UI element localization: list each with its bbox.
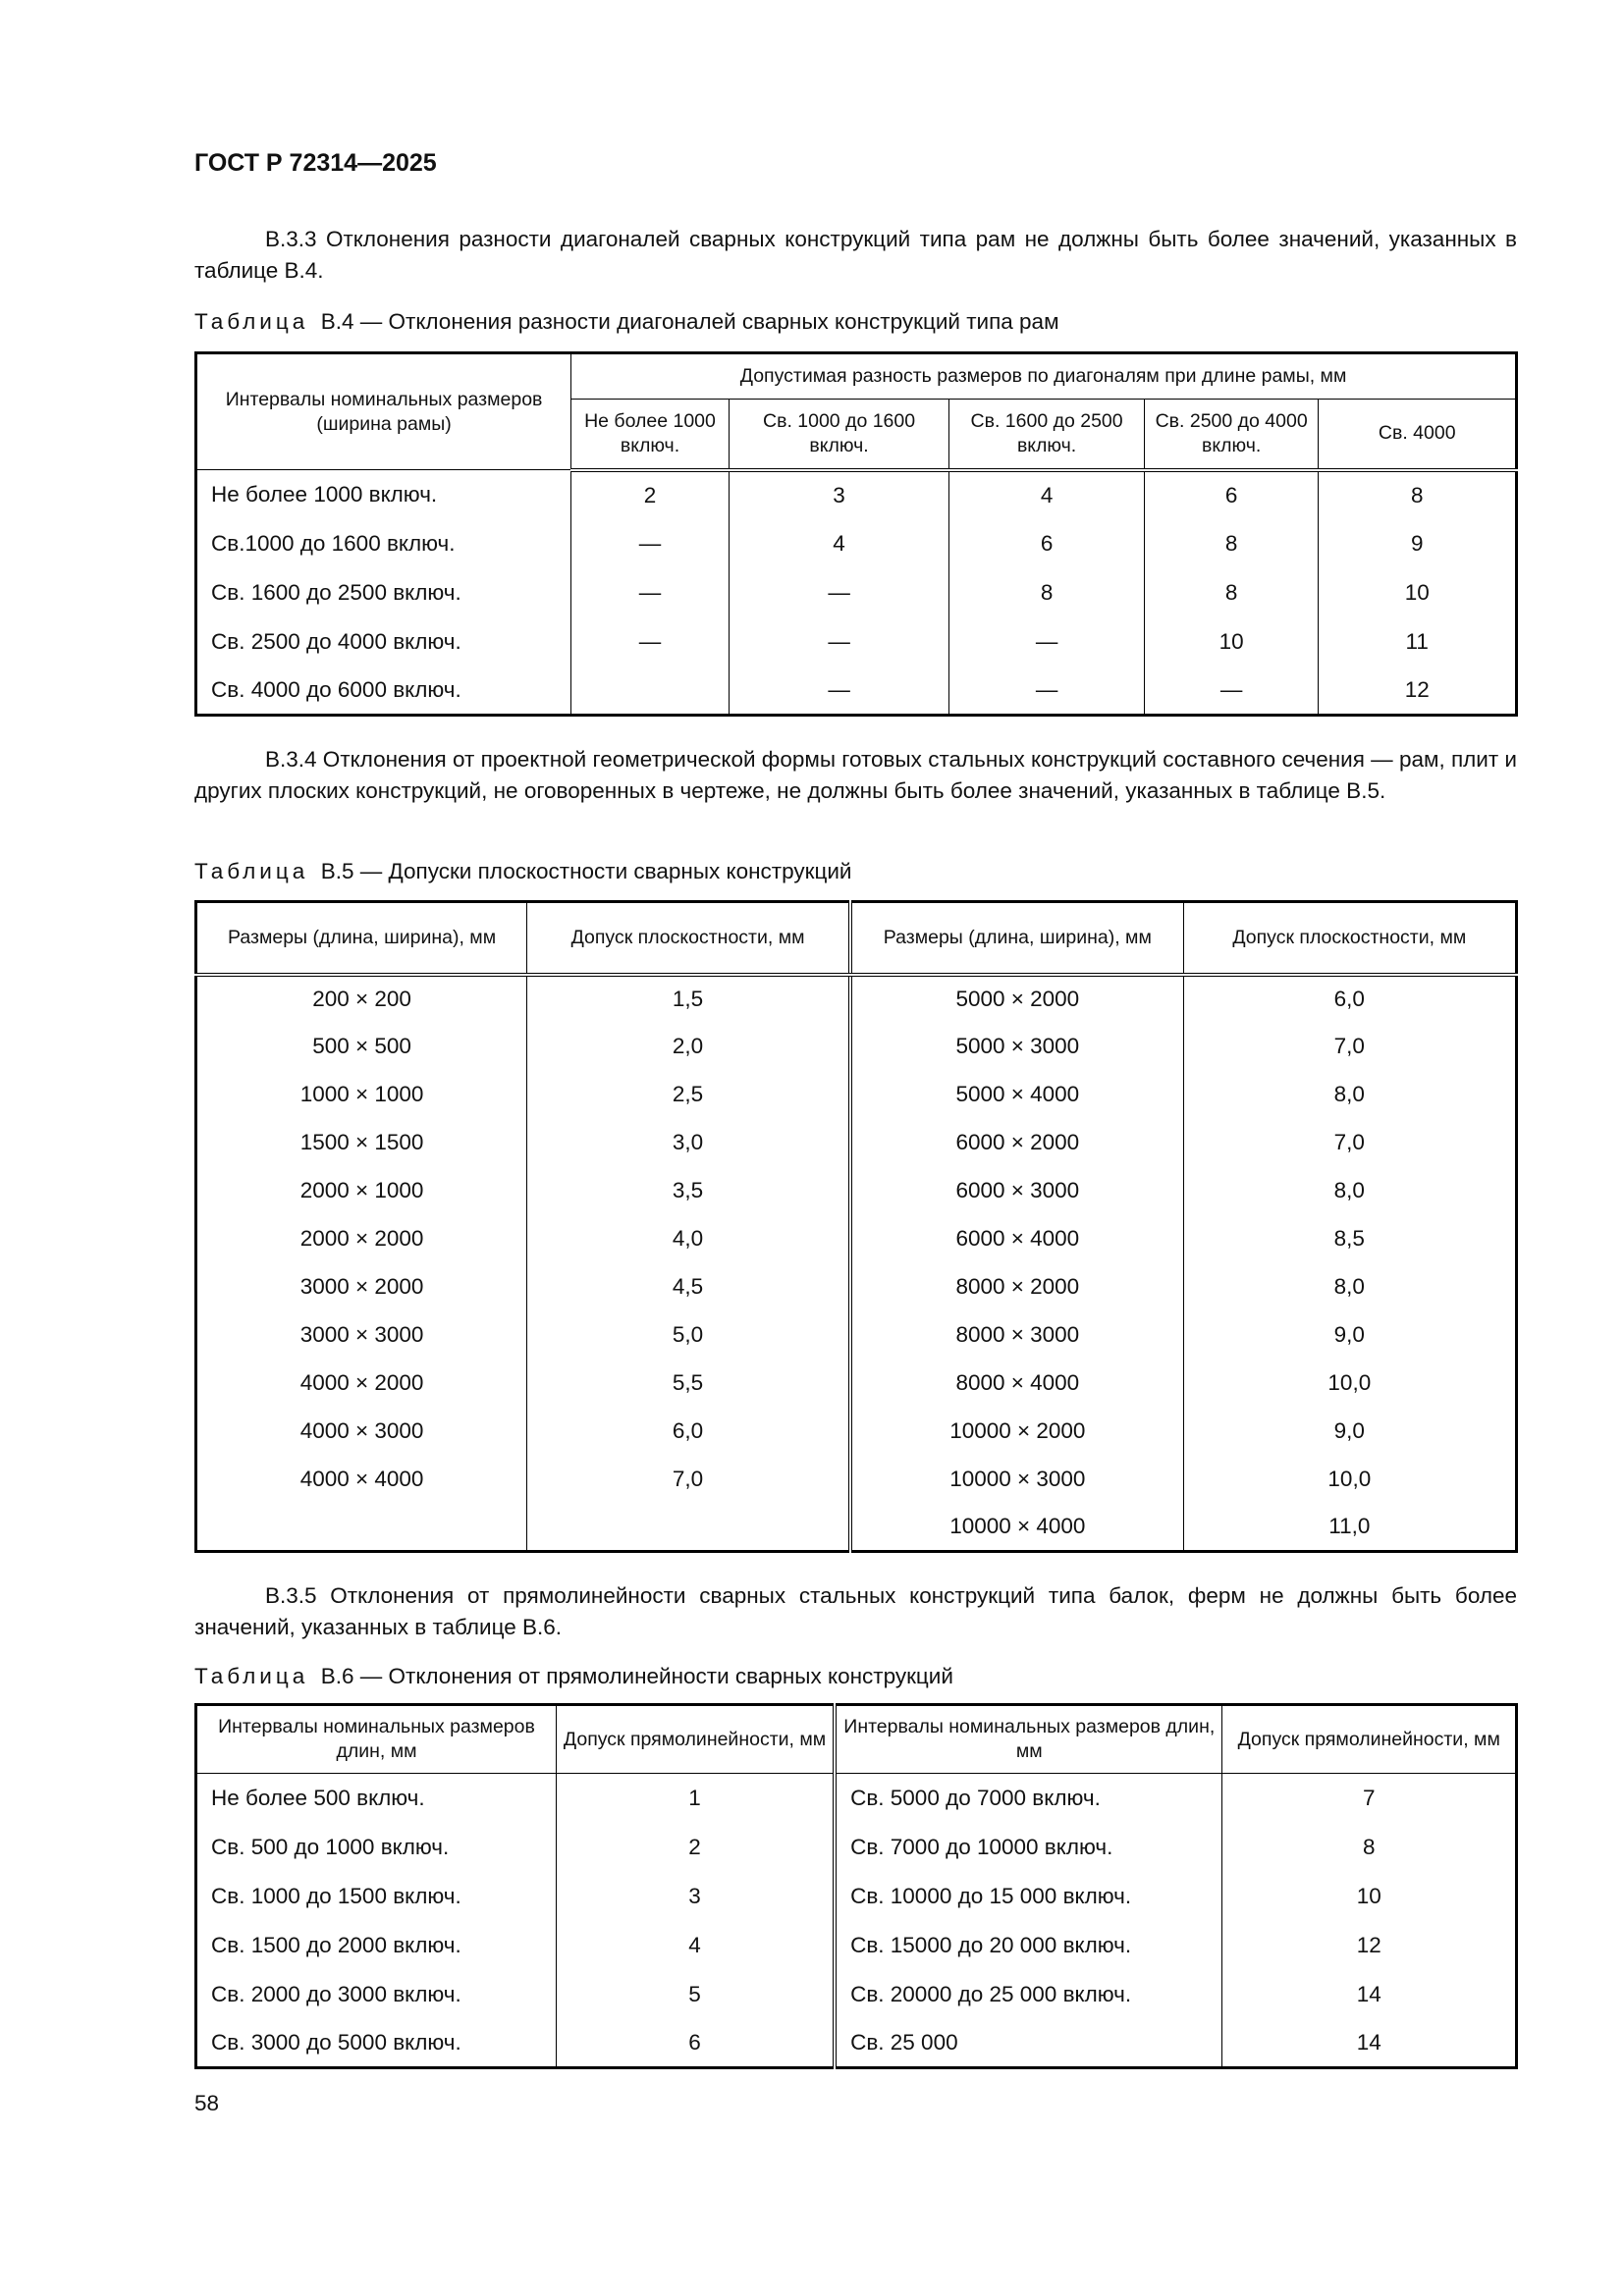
cell: 500 × 500 bbox=[196, 1023, 527, 1071]
cell: 5,5 bbox=[527, 1360, 850, 1408]
cell: — bbox=[571, 617, 730, 667]
paragraph-text: В.3.5 Отклонения от прямолинейности сварных стальных конструкций типа балок, ферм не должны быть более значений, указанных в таблице В.6. bbox=[194, 1583, 1517, 1639]
cell: 2,5 bbox=[527, 1071, 850, 1119]
table-row bbox=[196, 470, 1517, 519]
row-label: Св. 2500 до 4000 включ. bbox=[196, 617, 571, 667]
cell: Св. 1500 до 2000 включ. bbox=[196, 1921, 557, 1970]
cell: 3000 × 2000 bbox=[196, 1263, 527, 1311]
cell: 6 bbox=[557, 2019, 836, 2068]
caption-title: В.6 — Отклонения от прямолинейности сварных конструкций bbox=[320, 1664, 953, 1688]
cell: 14 bbox=[1222, 2019, 1517, 2068]
table-b4-col-header: Св. 4000 bbox=[1319, 400, 1517, 470]
cell: 6,0 bbox=[527, 1408, 850, 1456]
cell: 10 bbox=[1319, 568, 1517, 617]
cell: 11 bbox=[1319, 617, 1517, 667]
cell: — bbox=[1144, 667, 1319, 716]
cell: — bbox=[949, 617, 1145, 667]
cell: Св. 5000 до 7000 включ. bbox=[835, 1774, 1222, 1823]
table-b5-caption bbox=[194, 859, 851, 884]
table-b4-row-header: Интервалы номинальных размеров (ширина рамы) bbox=[196, 353, 571, 470]
cell: 1000 × 1000 bbox=[196, 1071, 527, 1119]
table-row bbox=[196, 1119, 1517, 1167]
table-b6-caption bbox=[194, 1664, 953, 1689]
cell: 7,0 bbox=[1183, 1119, 1516, 1167]
paragraph-b33 bbox=[194, 224, 1517, 287]
cell bbox=[527, 1504, 850, 1552]
cell: 6 bbox=[949, 519, 1145, 568]
cell: 1500 × 1500 bbox=[196, 1119, 527, 1167]
row-label: Св. 1600 до 2500 включ. bbox=[196, 568, 571, 617]
cell: — bbox=[729, 617, 948, 667]
cell: 2000 × 2000 bbox=[196, 1215, 527, 1263]
cell: 8 bbox=[1222, 1823, 1517, 1872]
table-row bbox=[196, 1023, 1517, 1071]
caption-label: Таблица bbox=[194, 859, 309, 883]
cell: 6000 × 4000 bbox=[850, 1215, 1183, 1263]
table-row bbox=[196, 1311, 1517, 1360]
cell: 8 bbox=[1319, 470, 1517, 519]
cell: 3,5 bbox=[527, 1167, 850, 1215]
table-row bbox=[196, 1071, 1517, 1119]
cell: 10 bbox=[1144, 617, 1319, 667]
table-b4-col-header: Св. 1000 до 1600 включ. bbox=[729, 400, 948, 470]
cell: 7 bbox=[1222, 1774, 1517, 1823]
cell: 5000 × 4000 bbox=[850, 1071, 1183, 1119]
paragraph-text: В.3.3 Отклонения разности диагоналей сварных конструкций типа рам не должны быть более значений, указанных в таблице В.4. bbox=[194, 227, 1517, 283]
cell: Св. 15000 до 20 000 включ. bbox=[835, 1921, 1222, 1970]
cell: 9,0 bbox=[1183, 1408, 1516, 1456]
table-b6-col-header: Допуск прямолинейности, мм bbox=[557, 1705, 836, 1774]
cell: — bbox=[571, 519, 730, 568]
cell: 10 bbox=[1222, 1872, 1517, 1921]
cell: 8 bbox=[1144, 568, 1319, 617]
cell: 10000 × 3000 bbox=[850, 1456, 1183, 1504]
cell: Св. 500 до 1000 включ. bbox=[196, 1823, 557, 1872]
table-row bbox=[196, 1408, 1517, 1456]
cell: Не более 500 включ. bbox=[196, 1774, 557, 1823]
cell: 14 bbox=[1222, 1970, 1517, 2019]
cell: 4 bbox=[949, 470, 1145, 519]
table-b6 bbox=[194, 1703, 1518, 2069]
table-row bbox=[196, 975, 1517, 1023]
cell: 4 bbox=[729, 519, 948, 568]
cell: — bbox=[729, 667, 948, 716]
table-row bbox=[196, 1360, 1517, 1408]
row-label: Св. 4000 до 6000 включ. bbox=[196, 667, 571, 716]
cell: 3,0 bbox=[527, 1119, 850, 1167]
table-row bbox=[196, 1774, 1517, 1823]
cell: Св. 10000 до 15 000 включ. bbox=[835, 1872, 1222, 1921]
cell: 6 bbox=[1144, 470, 1319, 519]
caption-title: В.5 — Допуски плоскостности сварных конструкций bbox=[320, 859, 852, 883]
cell: 5000 × 2000 bbox=[850, 975, 1183, 1023]
cell: 10000 × 2000 bbox=[850, 1408, 1183, 1456]
table-b6-col-header: Допуск прямолинейности, мм bbox=[1222, 1705, 1517, 1774]
cell bbox=[571, 667, 730, 716]
cell: 6000 × 2000 bbox=[850, 1119, 1183, 1167]
cell: 8 bbox=[949, 568, 1145, 617]
cell: 3000 × 3000 bbox=[196, 1311, 527, 1360]
cell: 9,0 bbox=[1183, 1311, 1516, 1360]
cell: 4 bbox=[557, 1921, 836, 1970]
caption-label: Таблица bbox=[194, 1664, 309, 1688]
table-b4-caption bbox=[194, 309, 1059, 335]
document-id-header: ГОСТ Р 72314—2025 bbox=[194, 149, 437, 177]
cell: Св. 7000 до 10000 включ. bbox=[835, 1823, 1222, 1872]
row-label: Не более 1000 включ. bbox=[196, 470, 571, 519]
cell: 8,5 bbox=[1183, 1215, 1516, 1263]
table-row bbox=[196, 2019, 1517, 2068]
cell: 11,0 bbox=[1183, 1504, 1516, 1552]
cell: 7,0 bbox=[1183, 1023, 1516, 1071]
cell: 5000 × 3000 bbox=[850, 1023, 1183, 1071]
table-b5-col-header: Размеры (длина, ширина), мм bbox=[196, 902, 527, 975]
table-b5-col-header: Размеры (длина, ширина), мм bbox=[850, 902, 1183, 975]
cell: Св. 2000 до 3000 включ. bbox=[196, 1970, 557, 2019]
table-row bbox=[196, 1456, 1517, 1504]
cell: 8000 × 2000 bbox=[850, 1263, 1183, 1311]
table-row bbox=[196, 1263, 1517, 1311]
cell: Св. 25 000 bbox=[835, 2019, 1222, 2068]
cell: 7,0 bbox=[527, 1456, 850, 1504]
cell: 12 bbox=[1222, 1921, 1517, 1970]
cell: 6,0 bbox=[1183, 975, 1516, 1023]
cell: 4000 × 4000 bbox=[196, 1456, 527, 1504]
cell: Св. 20000 до 25 000 включ. bbox=[835, 1970, 1222, 2019]
cell: 8,0 bbox=[1183, 1263, 1516, 1311]
table-b6-col-header: Интервалы номинальных размеров длин, мм bbox=[196, 1705, 557, 1774]
table-row bbox=[196, 1504, 1517, 1552]
cell: 10,0 bbox=[1183, 1360, 1516, 1408]
table-b5-col-header: Допуск плоскостности, мм bbox=[527, 902, 850, 975]
table-b5 bbox=[194, 900, 1518, 1553]
cell: 2000 × 1000 bbox=[196, 1167, 527, 1215]
paragraph-text: В.3.4 Отклонения от проектной геометрической формы готовых стальных конструкций составного сечения — рам, плит и других плоских конструкций, не оговоренных в чертеже, не должны быть более значений, указанных в таблице В.5. bbox=[194, 747, 1517, 803]
cell: 2 bbox=[571, 470, 730, 519]
caption-label: Таблица bbox=[194, 309, 309, 334]
cell: 1,5 bbox=[527, 975, 850, 1023]
cell: 8,0 bbox=[1183, 1167, 1516, 1215]
cell: 4,5 bbox=[527, 1263, 850, 1311]
table-row bbox=[196, 1921, 1517, 1970]
row-label: Св.1000 до 1600 включ. bbox=[196, 519, 571, 568]
table-row bbox=[196, 568, 1517, 617]
cell: 10,0 bbox=[1183, 1456, 1516, 1504]
cell: 1 bbox=[557, 1774, 836, 1823]
table-row bbox=[196, 667, 1517, 716]
cell: 10000 × 4000 bbox=[850, 1504, 1183, 1552]
cell: — bbox=[949, 667, 1145, 716]
page-number: 58 bbox=[194, 2091, 220, 2115]
cell bbox=[196, 1504, 527, 1552]
table-row bbox=[196, 1872, 1517, 1921]
cell: 9 bbox=[1319, 519, 1517, 568]
table-row bbox=[196, 1167, 1517, 1215]
cell: — bbox=[729, 568, 948, 617]
table-row bbox=[196, 1970, 1517, 2019]
cell: 3 bbox=[729, 470, 948, 519]
cell: 8000 × 3000 bbox=[850, 1311, 1183, 1360]
cell: Св. 1000 до 1500 включ. bbox=[196, 1872, 557, 1921]
cell: 4000 × 3000 bbox=[196, 1408, 527, 1456]
table-row bbox=[196, 617, 1517, 667]
caption-title: В.4 — Отклонения разности диагоналей сварных конструкций типа рам bbox=[320, 309, 1059, 334]
table-b5-col-header: Допуск плоскостности, мм bbox=[1183, 902, 1516, 975]
table-b4-group-header: Допустимая разность размеров по диагоналям при длине рамы, мм bbox=[571, 353, 1517, 400]
table-b4-col-header: Св. 2500 до 4000 включ. bbox=[1144, 400, 1319, 470]
cell: 8000 × 4000 bbox=[850, 1360, 1183, 1408]
cell: 4,0 bbox=[527, 1215, 850, 1263]
cell: 5,0 bbox=[527, 1311, 850, 1360]
table-row bbox=[196, 1823, 1517, 1872]
table-b4 bbox=[194, 351, 1518, 717]
cell: 2,0 bbox=[527, 1023, 850, 1071]
table-b4-col-header: Не более 1000 включ. bbox=[571, 400, 730, 470]
table-row bbox=[196, 519, 1517, 568]
cell: 200 × 200 bbox=[196, 975, 527, 1023]
cell: 4000 × 2000 bbox=[196, 1360, 527, 1408]
table-row bbox=[196, 1215, 1517, 1263]
cell: 12 bbox=[1319, 667, 1517, 716]
paragraph-b35 bbox=[194, 1580, 1517, 1643]
cell: 8 bbox=[1144, 519, 1319, 568]
cell: 5 bbox=[557, 1970, 836, 2019]
cell: 8,0 bbox=[1183, 1071, 1516, 1119]
cell: 2 bbox=[557, 1823, 836, 1872]
cell: Св. 3000 до 5000 включ. bbox=[196, 2019, 557, 2068]
paragraph-b34 bbox=[194, 744, 1517, 807]
table-b6-col-header: Интервалы номинальных размеров длин, мм bbox=[835, 1705, 1222, 1774]
cell: 3 bbox=[557, 1872, 836, 1921]
cell: — bbox=[571, 568, 730, 617]
table-b4-col-header: Св. 1600 до 2500 включ. bbox=[949, 400, 1145, 470]
cell: 6000 × 3000 bbox=[850, 1167, 1183, 1215]
